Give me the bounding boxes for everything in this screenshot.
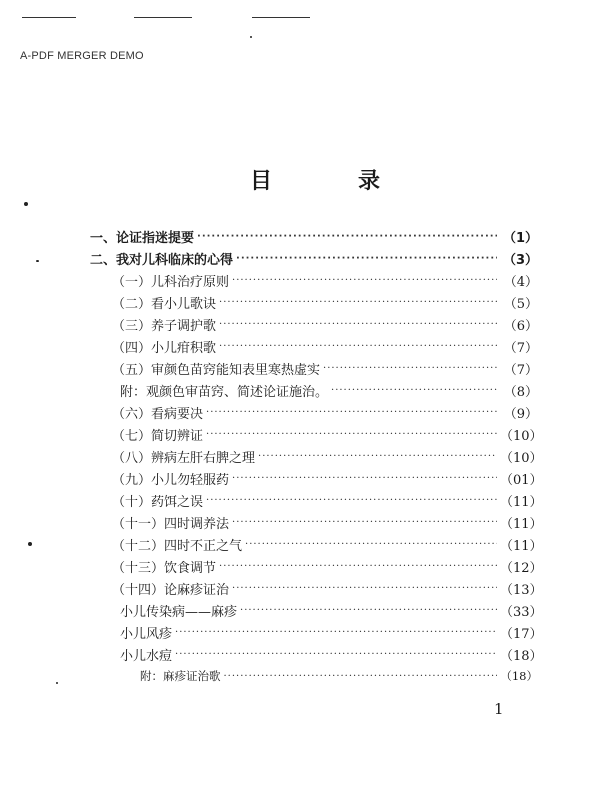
toc-leader <box>245 539 497 550</box>
toc-leader <box>240 605 497 616</box>
toc-leader <box>219 297 497 308</box>
toc-entry-page: （5） <box>503 296 538 312</box>
toc-entry-label: （十三）饮食调节 <box>112 560 217 576</box>
toc-leader <box>224 671 498 682</box>
toc-leader <box>219 561 497 572</box>
toc-entry <box>112 468 543 488</box>
toc-entry-label: 二、我对儿科临床的心得 <box>90 252 234 268</box>
toc-leader <box>323 363 497 374</box>
toc-entry <box>90 226 538 246</box>
toc-entry-label: （七）简切辨证 <box>112 428 204 444</box>
toc-entry-page: （10） <box>500 428 543 444</box>
toc-entry-label: （十二）四时不正之气 <box>112 538 243 554</box>
toc-leader <box>219 341 497 352</box>
toc-leader <box>232 473 497 484</box>
toc-entry <box>112 292 538 312</box>
toc-leader <box>206 495 497 506</box>
toc-entry-page: （8） <box>503 384 538 400</box>
toc-leader <box>206 407 497 418</box>
toc-entry-page: （4） <box>503 274 538 290</box>
toc-leader <box>236 253 497 264</box>
toc-leader <box>197 231 497 242</box>
scan-speck <box>36 260 39 262</box>
toc-entry-label: （二）看小儿歌诀 <box>112 296 217 312</box>
toc-entry-page: （3） <box>502 252 538 268</box>
toc-entry <box>140 666 538 686</box>
toc-entry-page: （7） <box>503 362 538 378</box>
toc-leader <box>232 583 497 594</box>
toc-entry-label: （八）辨病左肝右脾之理 <box>112 450 256 466</box>
toc-entry <box>112 534 543 554</box>
toc-entry-page: （11） <box>500 516 543 532</box>
toc-entry-page: （18） <box>500 669 538 683</box>
toc-entry <box>90 248 538 268</box>
toc-entry <box>120 644 543 664</box>
toc-entry <box>112 424 543 444</box>
page-title <box>250 164 380 195</box>
toc-entry-page: （11） <box>500 494 543 510</box>
page-number: 1 <box>494 700 504 718</box>
header-rule-1 <box>22 17 76 18</box>
toc-entry <box>120 600 543 620</box>
toc-entry-label: （五）审颜色苗窍能知表里寒热虚实 <box>112 362 321 378</box>
header-rule-2 <box>134 17 192 18</box>
toc-entry-page: （7） <box>503 340 538 356</box>
scan-speck <box>250 36 252 38</box>
toc-entry-page: （18） <box>500 648 543 664</box>
toc-entry-page: （1） <box>502 230 538 246</box>
toc-entry-page: （13） <box>500 582 543 598</box>
toc-entry-label: （六）看病要决 <box>112 406 204 422</box>
toc-entry-label: 附：观颜色审苗窍、简述论证施治。 <box>120 384 329 400</box>
toc-entry-label: 小儿风疹 <box>120 626 173 642</box>
scan-speck <box>24 202 28 206</box>
toc-entry <box>112 314 538 334</box>
toc-entry-label: （三）养子调护歌 <box>112 318 217 334</box>
toc-leader <box>175 627 497 638</box>
toc-entry-label: 小儿水痘 <box>120 648 173 664</box>
toc-entry <box>112 490 543 510</box>
toc-leader <box>175 649 497 660</box>
toc-leader <box>219 319 497 330</box>
toc-entry-page: （17） <box>500 626 543 642</box>
watermark-text: A-PDF MERGER DEMO <box>20 50 144 62</box>
toc-leader <box>232 275 497 286</box>
toc-entry-page: （10） <box>500 450 543 466</box>
toc-entry-label: （一）儿科治疗原则 <box>112 274 230 290</box>
toc-entry <box>112 512 543 532</box>
toc-entry <box>112 402 538 422</box>
toc-entry-label: 附：麻疹证治歌 <box>140 669 221 683</box>
toc-entry <box>112 336 538 356</box>
toc-entry-page: （01） <box>500 472 543 488</box>
toc-leader <box>331 385 497 396</box>
toc-leader <box>206 429 497 440</box>
scan-speck <box>28 542 32 546</box>
toc-entry-label: 小儿传染病——麻疹 <box>120 604 238 620</box>
toc-entry <box>120 380 538 400</box>
toc-entry-page: （11） <box>500 538 543 554</box>
toc-entry <box>112 556 543 576</box>
toc-entry-page: （33） <box>500 604 543 620</box>
title-char-left: 目 <box>250 169 273 194</box>
toc-entry <box>112 578 543 598</box>
toc-leader <box>258 451 497 462</box>
toc-entry-label: （十一）四时调养法 <box>112 516 230 532</box>
toc-entry-label: （九）小儿勿轻服药 <box>112 472 230 488</box>
header-rule-3 <box>252 17 310 18</box>
toc-entry <box>120 622 543 642</box>
toc-entry-page: （12） <box>500 560 543 576</box>
toc-entry-label: （十）药饵之误 <box>112 494 204 510</box>
title-char-right: 录 <box>357 169 380 194</box>
toc-entry <box>112 446 543 466</box>
toc-leader <box>232 517 497 528</box>
toc-entry <box>112 270 538 290</box>
toc-entry-page: （6） <box>503 318 538 334</box>
toc-entry-page: （9） <box>503 406 538 422</box>
toc-entry-label: （四）小儿疳积歌 <box>112 340 217 356</box>
scan-speck <box>56 682 58 684</box>
toc-entry-label: 一、论证指迷提要 <box>90 230 195 246</box>
toc-entry <box>112 358 538 378</box>
toc-entry-label: （十四）论麻疹证治 <box>112 582 230 598</box>
